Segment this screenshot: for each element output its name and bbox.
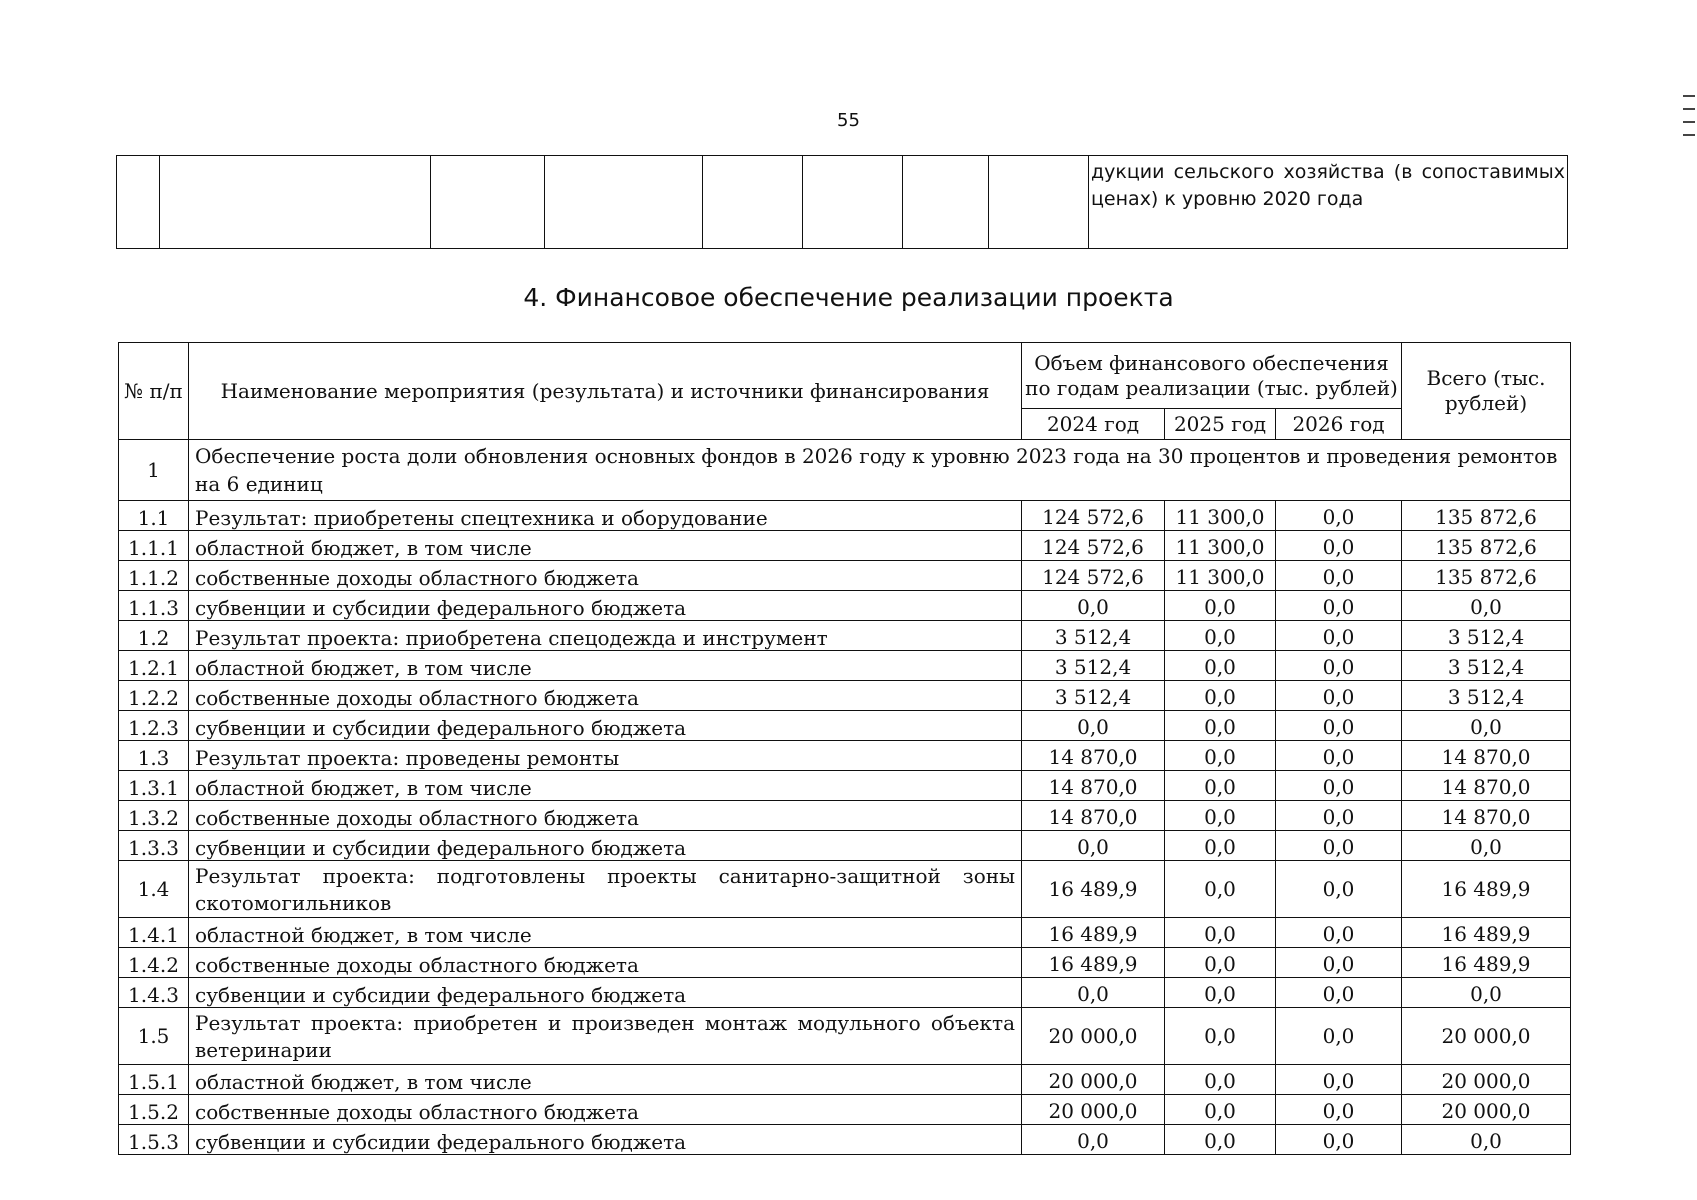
page-number: 55 xyxy=(837,110,860,131)
row-value-y2025: 0,0 xyxy=(1165,1008,1276,1065)
group-row xyxy=(119,440,1571,501)
row-value-y2024: 14 870,0 xyxy=(1022,771,1165,801)
row-value-y2025: 0,0 xyxy=(1165,771,1276,801)
row-value-y2024: 16 489,9 xyxy=(1022,861,1165,918)
row-value-total: 16 489,9 xyxy=(1402,948,1571,978)
financing-table-body xyxy=(119,440,1571,1155)
continued-cell xyxy=(903,156,989,249)
continued-cell xyxy=(545,156,703,249)
row-value-total: 20 000,0 xyxy=(1402,1065,1571,1095)
row-value-y2025: 0,0 xyxy=(1165,1095,1276,1125)
row-value-y2025: 11 300,0 xyxy=(1165,561,1276,591)
row-value-y2026: 0,0 xyxy=(1276,861,1402,918)
row-value-y2025: 0,0 xyxy=(1165,831,1276,861)
row-value-y2026: 0,0 xyxy=(1276,1065,1402,1095)
row-number: 1.3.2 xyxy=(119,801,189,831)
row-value-total: 0,0 xyxy=(1402,591,1571,621)
row-name: собственные доходы областного бюджета xyxy=(189,561,1022,591)
table-row xyxy=(119,711,1571,741)
row-value-total: 20 000,0 xyxy=(1402,1095,1571,1125)
continued-cell xyxy=(803,156,903,249)
row-value-y2026: 0,0 xyxy=(1276,1008,1402,1065)
table-row xyxy=(119,621,1571,651)
row-value-y2026: 0,0 xyxy=(1276,531,1402,561)
row-name: областной бюджет, в том числе xyxy=(189,651,1022,681)
row-value-y2026: 0,0 xyxy=(1276,1125,1402,1155)
table-row xyxy=(119,918,1571,948)
row-value-y2026: 0,0 xyxy=(1276,711,1402,741)
continued-cell xyxy=(989,156,1089,249)
row-number: 1.5.2 xyxy=(119,1095,189,1125)
row-value-total: 135 872,6 xyxy=(1402,501,1571,531)
row-value-y2026: 0,0 xyxy=(1276,591,1402,621)
row-value-total: 0,0 xyxy=(1402,831,1571,861)
table-row xyxy=(119,651,1571,681)
row-value-y2024: 14 870,0 xyxy=(1022,741,1165,771)
table-row xyxy=(119,681,1571,711)
row-value-y2025: 0,0 xyxy=(1165,918,1276,948)
table-row xyxy=(119,1008,1571,1065)
row-value-y2026: 0,0 xyxy=(1276,771,1402,801)
table-row xyxy=(119,948,1571,978)
row-value-total: 16 489,9 xyxy=(1402,918,1571,948)
row-value-total: 14 870,0 xyxy=(1402,801,1571,831)
row-value-y2026: 0,0 xyxy=(1276,1095,1402,1125)
row-value-y2026: 0,0 xyxy=(1276,831,1402,861)
row-value-y2024: 20 000,0 xyxy=(1022,1065,1165,1095)
row-value-total: 135 872,6 xyxy=(1402,561,1571,591)
header-year-2024: 2024 год xyxy=(1022,409,1165,440)
row-value-y2024: 124 572,6 xyxy=(1022,561,1165,591)
row-value-total: 0,0 xyxy=(1402,978,1571,1008)
row-value-y2026: 0,0 xyxy=(1276,978,1402,1008)
row-value-y2024: 0,0 xyxy=(1022,978,1165,1008)
row-number: 1.1 xyxy=(119,501,189,531)
table-row xyxy=(119,1095,1571,1125)
row-name: Результат проекта: приобретен и произведен монтаж модульного объекта ветеринарии xyxy=(189,1008,1022,1065)
row-name: субвенции и субсидии федерального бюджета xyxy=(189,831,1022,861)
row-number: 1.5.3 xyxy=(119,1125,189,1155)
row-value-y2026: 0,0 xyxy=(1276,561,1402,591)
row-name: субвенции и субсидии федерального бюджета xyxy=(189,711,1022,741)
row-number: 1.4.1 xyxy=(119,918,189,948)
table-row xyxy=(119,741,1571,771)
table-row xyxy=(119,771,1571,801)
row-value-total: 3 512,4 xyxy=(1402,651,1571,681)
row-value-y2024: 124 572,6 xyxy=(1022,501,1165,531)
row-number: 1.2.3 xyxy=(119,711,189,741)
continued-cell xyxy=(160,156,431,249)
row-number: 1.3 xyxy=(119,741,189,771)
table-row xyxy=(119,1065,1571,1095)
row-value-y2025: 0,0 xyxy=(1165,591,1276,621)
header-volume: Объем финансового обеспечения по годам реализации (тыс. рублей) xyxy=(1022,343,1402,409)
financing-table xyxy=(118,342,1571,1155)
group-name: Обеспечение роста доли обновления основных фондов в 2026 году к уровню 2023 года на 30 процентов и проведения ремонтов на 6 единиц xyxy=(189,440,1571,501)
table-row xyxy=(119,831,1571,861)
row-number: 1.3.1 xyxy=(119,771,189,801)
row-name: субвенции и субсидии федерального бюджета xyxy=(189,1125,1022,1155)
row-name: областной бюджет, в том числе xyxy=(189,771,1022,801)
row-value-y2024: 20 000,0 xyxy=(1022,1095,1165,1125)
row-value-y2025: 0,0 xyxy=(1165,1065,1276,1095)
continued-cell xyxy=(703,156,803,249)
table-row xyxy=(119,1125,1571,1155)
row-value-y2024: 16 489,9 xyxy=(1022,948,1165,978)
table-row xyxy=(119,861,1571,918)
row-value-y2024: 3 512,4 xyxy=(1022,651,1165,681)
row-value-y2025: 0,0 xyxy=(1165,681,1276,711)
row-value-y2025: 0,0 xyxy=(1165,651,1276,681)
continued-table xyxy=(116,155,1568,249)
row-number: 1.1.1 xyxy=(119,531,189,561)
row-number: 1.4 xyxy=(119,861,189,918)
row-value-y2024: 14 870,0 xyxy=(1022,801,1165,831)
header-total: Всего (тыс. рублей) xyxy=(1402,343,1571,440)
table-row xyxy=(119,978,1571,1008)
row-name: Результат: приобретены спецтехника и оборудование xyxy=(189,501,1022,531)
row-name: областной бюджет, в том числе xyxy=(189,531,1022,561)
table-row xyxy=(119,591,1571,621)
row-name: собственные доходы областного бюджета xyxy=(189,948,1022,978)
row-number: 1.3.3 xyxy=(119,831,189,861)
header-row-1 xyxy=(119,343,1571,409)
table-row xyxy=(119,801,1571,831)
row-name: собственные доходы областного бюджета xyxy=(189,681,1022,711)
row-value-y2025: 0,0 xyxy=(1165,861,1276,918)
row-name: областной бюджет, в том числе xyxy=(189,918,1022,948)
row-number: 1.2 xyxy=(119,621,189,651)
row-number: 1.5.1 xyxy=(119,1065,189,1095)
row-value-total: 0,0 xyxy=(1402,711,1571,741)
row-value-total: 16 489,9 xyxy=(1402,861,1571,918)
row-value-total: 20 000,0 xyxy=(1402,1008,1571,1065)
row-value-y2026: 0,0 xyxy=(1276,948,1402,978)
row-value-y2025: 0,0 xyxy=(1165,948,1276,978)
row-name: субвенции и субсидии федерального бюджета xyxy=(189,591,1022,621)
row-value-y2024: 124 572,6 xyxy=(1022,531,1165,561)
scan-edge-marks xyxy=(1683,95,1697,147)
group-num: 1 xyxy=(119,440,189,501)
header-num: № п/п xyxy=(119,343,189,440)
table-row xyxy=(119,561,1571,591)
row-name: Результат проекта: приобретена спецодежда и инструмент xyxy=(189,621,1022,651)
row-value-y2024: 0,0 xyxy=(1022,1125,1165,1155)
row-name: Результат проекта: подготовлены проекты санитарно-защитной зоны скотомогильников xyxy=(189,861,1022,918)
row-number: 1.1.2 xyxy=(119,561,189,591)
row-value-y2025: 0,0 xyxy=(1165,711,1276,741)
row-value-y2024: 0,0 xyxy=(1022,711,1165,741)
row-number: 1.2.2 xyxy=(119,681,189,711)
continued-text: дукции сельского хозяйства (в сопоставимых ценах) к уровню 2020 года xyxy=(1091,161,1565,210)
row-value-total: 3 512,4 xyxy=(1402,681,1571,711)
continued-table-row xyxy=(117,156,1568,249)
row-value-y2025: 11 300,0 xyxy=(1165,501,1276,531)
row-name: собственные доходы областного бюджета xyxy=(189,1095,1022,1125)
row-number: 1.1.3 xyxy=(119,591,189,621)
section-title: 4. Финансовое обеспечение реализации проекта xyxy=(523,283,1174,312)
row-value-y2026: 0,0 xyxy=(1276,918,1402,948)
row-value-y2026: 0,0 xyxy=(1276,681,1402,711)
continued-cell xyxy=(117,156,160,249)
continued-text-cell xyxy=(1089,156,1568,249)
row-value-y2026: 0,0 xyxy=(1276,741,1402,771)
row-value-y2025: 0,0 xyxy=(1165,621,1276,651)
row-value-total: 14 870,0 xyxy=(1402,741,1571,771)
row-value-y2025: 0,0 xyxy=(1165,801,1276,831)
row-number: 1.2.1 xyxy=(119,651,189,681)
row-number: 1.5 xyxy=(119,1008,189,1065)
table-row xyxy=(119,501,1571,531)
row-value-total: 3 512,4 xyxy=(1402,621,1571,651)
row-value-y2024: 20 000,0 xyxy=(1022,1008,1165,1065)
table-row xyxy=(119,531,1571,561)
row-value-y2026: 0,0 xyxy=(1276,501,1402,531)
header-year-2025: 2025 год xyxy=(1165,409,1276,440)
row-name: собственные доходы областного бюджета xyxy=(189,801,1022,831)
row-value-y2024: 3 512,4 xyxy=(1022,621,1165,651)
row-name: областной бюджет, в том числе xyxy=(189,1065,1022,1095)
row-value-total: 0,0 xyxy=(1402,1125,1571,1155)
row-name: субвенции и субсидии федерального бюджета xyxy=(189,978,1022,1008)
row-value-y2026: 0,0 xyxy=(1276,621,1402,651)
row-value-y2025: 0,0 xyxy=(1165,741,1276,771)
row-value-y2025: 0,0 xyxy=(1165,1125,1276,1155)
header-year-2026: 2026 год xyxy=(1276,409,1402,440)
row-value-y2025: 11 300,0 xyxy=(1165,531,1276,561)
row-value-y2024: 16 489,9 xyxy=(1022,918,1165,948)
row-value-y2024: 0,0 xyxy=(1022,831,1165,861)
row-value-total: 14 870,0 xyxy=(1402,771,1571,801)
row-value-y2026: 0,0 xyxy=(1276,651,1402,681)
row-value-y2024: 3 512,4 xyxy=(1022,681,1165,711)
row-value-y2026: 0,0 xyxy=(1276,801,1402,831)
continued-cell xyxy=(431,156,545,249)
row-value-total: 135 872,6 xyxy=(1402,531,1571,561)
row-number: 1.4.3 xyxy=(119,978,189,1008)
row-value-y2025: 0,0 xyxy=(1165,978,1276,1008)
row-value-y2024: 0,0 xyxy=(1022,591,1165,621)
row-name: Результат проекта: проведены ремонты xyxy=(189,741,1022,771)
row-number: 1.4.2 xyxy=(119,948,189,978)
header-name: Наименование мероприятия (результата) и источники финансирования xyxy=(189,343,1022,440)
